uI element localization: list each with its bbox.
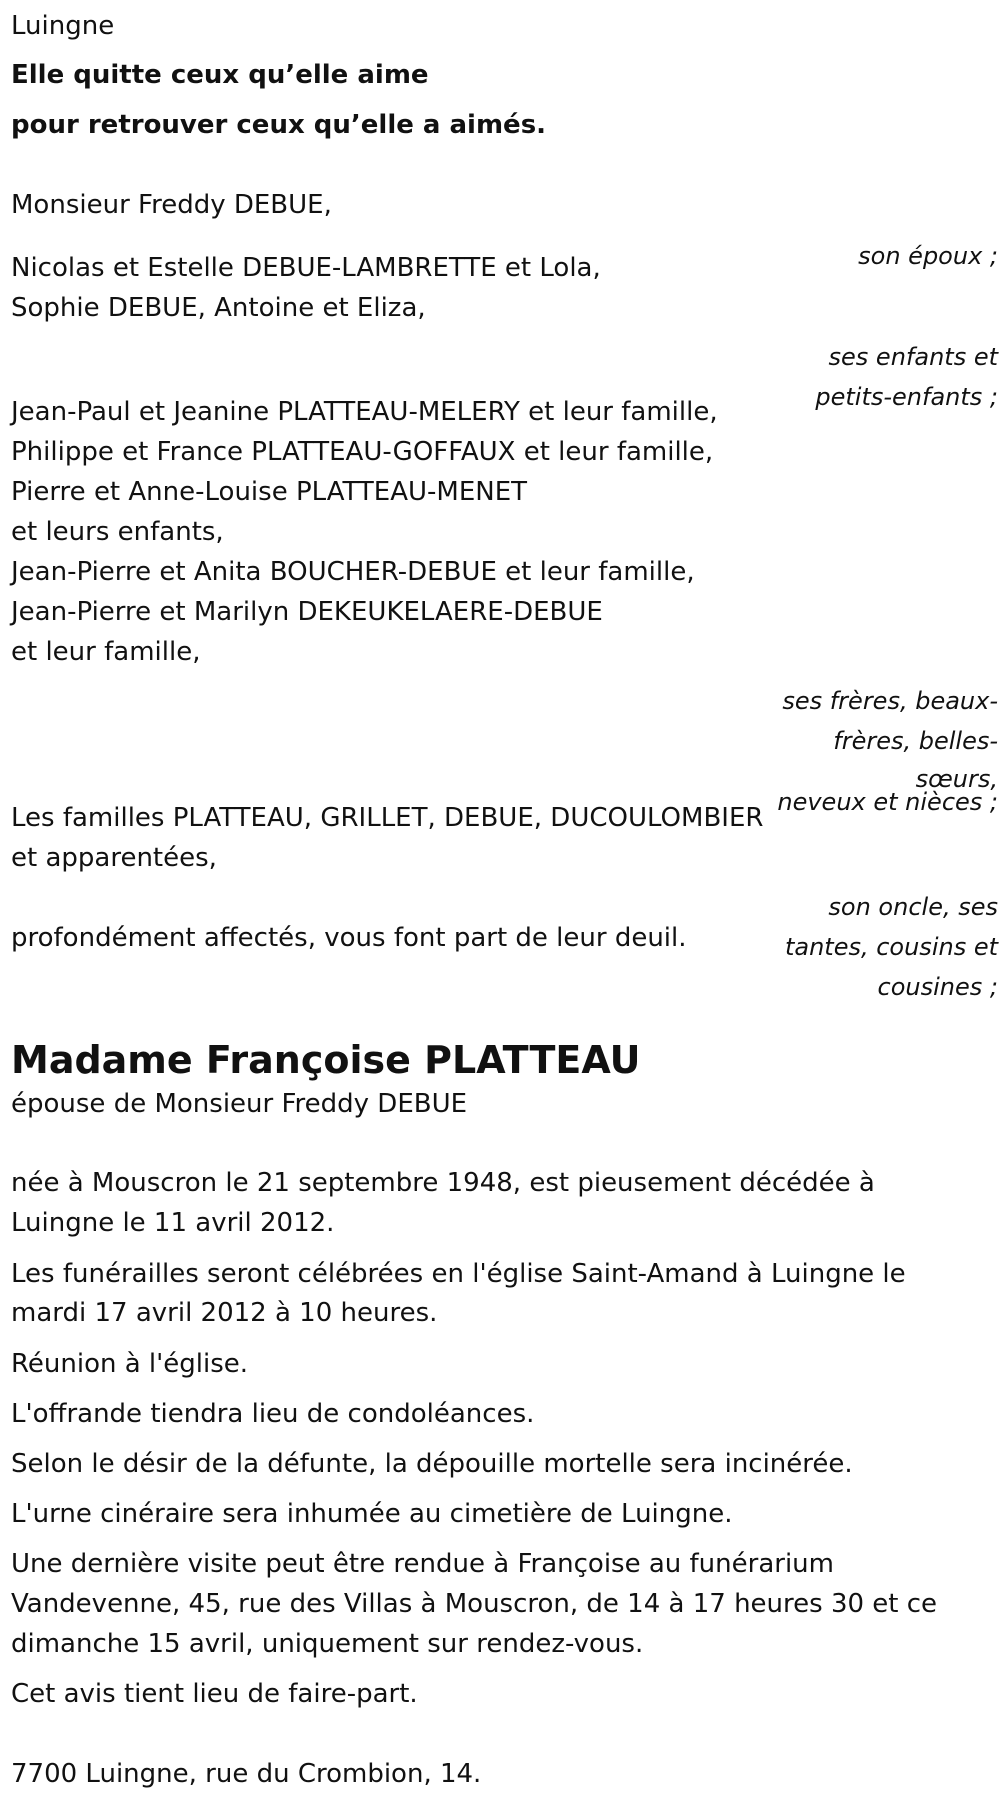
family-spouse-line: Monsieur Freddy DEBUE, [11, 190, 332, 220]
location-header: Luingne [11, 11, 115, 41]
deceased-name: Madame Françoise PLATTEAU [11, 1038, 641, 1082]
role-siblings: sœurs, [915, 765, 998, 793]
detail-line: Une dernière visite peut être rendue à Françoise au funérarium [11, 1549, 834, 1579]
family-relatives-line: Les familles PLATTEAU, GRILLET, DEBUE, DUCOULOMBIER [11, 803, 764, 833]
family-siblings-line: et leurs enfants, [11, 517, 224, 547]
quote-line-1: Elle quitte ceux qu’elle aime [11, 60, 429, 90]
role-relatives: cousines ; [877, 973, 998, 1001]
role-spouse: son époux ; [858, 242, 998, 270]
family-siblings-line: Philippe et France PLATTEAU-GOFFAUX et leur famille, [11, 437, 714, 467]
family-siblings-line: Pierre et Anne-Louise PLATTEAU-MENET [11, 477, 528, 507]
quote-line-2: pour retrouver ceux qu’elle a aimés. [11, 110, 547, 140]
detail-line: Réunion à l'église. [11, 1349, 249, 1379]
detail-line: L'urne cinéraire sera inhumée au cimetière de Luingne. [11, 1499, 733, 1529]
role-children: ses enfants et [828, 343, 998, 371]
detail-line: Luingne le 11 avril 2012. [11, 1208, 335, 1238]
family-siblings-line: Jean-Paul et Jeanine PLATTEAU-MELERY et leur famille, [11, 397, 718, 427]
detail-line: Vandevenne, 45, rue des Villas à Mouscron, de 14 à 17 heures 30 et ce [11, 1589, 938, 1619]
family-relatives-line: et apparentées, [11, 843, 217, 873]
detail-line: L'offrande tiendra lieu de condoléances. [11, 1399, 535, 1429]
role-siblings: frères, belles- [833, 727, 998, 755]
role-relatives: tantes, cousins et [784, 933, 998, 961]
detail-line: Les funérailles seront célébrées en l'église Saint-Amand à Luingne le [11, 1259, 906, 1289]
detail-line: Selon le désir de la défunte, la dépouille mortelle sera incinérée. [11, 1449, 853, 1479]
family-siblings-line: Jean-Pierre et Marilyn DEKEUKELAERE-DEBUE [11, 597, 603, 627]
address: 7700 Luingne, rue du Crombion, 14. [11, 1759, 482, 1789]
family-children-line: Nicolas et Estelle DEBUE-LAMBRETTE et Lola, [11, 253, 601, 283]
role-siblings: ses frères, beaux- [782, 687, 998, 715]
role-children: petits-enfants ; [815, 383, 998, 411]
family-siblings-line: et leur famille, [11, 637, 201, 667]
detail-line: mardi 17 avril 2012 à 10 heures. [11, 1298, 438, 1328]
role-relatives: son oncle, ses [828, 893, 998, 921]
detail-line: née à Mouscron le 21 septembre 1948, est pieusement décédée à [11, 1168, 875, 1198]
family-closing: profondément affectés, vous font part de leur deuil. [11, 923, 687, 953]
family-siblings-line: Jean-Pierre et Anita BOUCHER-DEBUE et leur famille, [11, 557, 695, 587]
role-siblings: neveux et nièces ; [777, 788, 998, 816]
family-children-line: Sophie DEBUE, Antoine et Eliza, [11, 293, 426, 323]
detail-line: dimanche 15 avril, uniquement sur rendez-vous. [11, 1629, 644, 1659]
deceased-spouse-line: épouse de Monsieur Freddy DEBUE [11, 1089, 468, 1119]
detail-line: Cet avis tient lieu de faire-part. [11, 1679, 418, 1709]
